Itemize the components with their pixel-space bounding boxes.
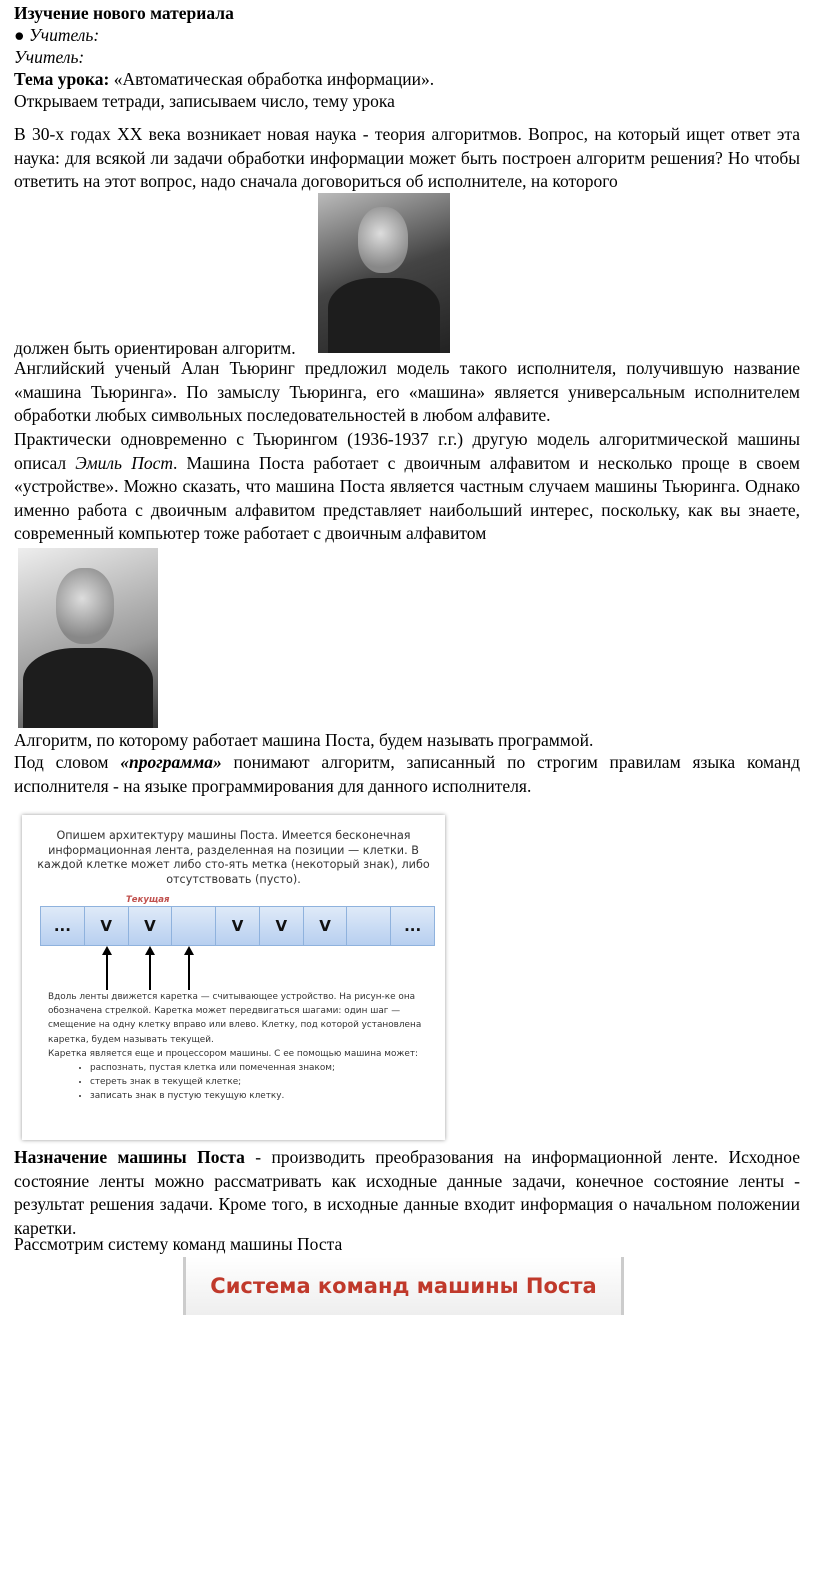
post-machine-slide: [22, 815, 445, 1140]
section-title: Изучение нового материала: [14, 3, 234, 23]
text: Практически одновременно с Тьюрингом (1936-1937 г.г.) другую модель алгоритмической машины описал: [14, 429, 800, 473]
tape-cell: ...: [404, 917, 422, 935]
tape-cell: V: [85, 907, 129, 945]
paragraph-algorithms-end: должен быть ориентирован алгоритм.: [14, 338, 296, 358]
teacher-bullet: ● Учитель:: [14, 25, 100, 45]
paragraph-program: Алгоритм, по которому работает машина Поста, будем называть программой.: [14, 730, 594, 750]
tape-cell: [172, 907, 216, 945]
arrow-up-icon: [188, 950, 190, 990]
topic-text: «Автоматическая обработка информации».: [109, 69, 435, 89]
lesson-topic: [14, 68, 800, 90]
list-item: • распознать, пустая клетка или помеченная знаком;: [90, 1061, 438, 1075]
text: - производить преобразования на информационной ленте. Исходное состояние ленты можно рассматривать как исходные данные задачи, конечное состояние ленты - результат решения задачи. Кроме того, в исходные данные входит информация о начальном положении каретки.: [14, 1147, 800, 1238]
current-cell-label: Текущая: [126, 895, 170, 905]
list-item: • стереть знак в текущей клетке;: [90, 1075, 438, 1089]
tape: [40, 906, 435, 946]
tape-cell: V: [129, 907, 173, 945]
slide-description: [48, 990, 438, 1104]
post-name: Эмиль Пост: [75, 452, 173, 473]
paragraph-post: [14, 428, 800, 546]
commands-banner: [183, 1257, 624, 1315]
paragraph-purpose: [14, 1146, 800, 1240]
notebook-line: Открываем тетради, записываем число, тему урока: [14, 91, 395, 111]
text: понимают алгоритм, записанный по строгим правилам языка команд исполнителя - на языке программирования для данного исполнителя.: [14, 752, 800, 796]
tape-cell: [347, 907, 391, 945]
teacher-label-2: Учитель:: [14, 47, 85, 67]
text: Под словом: [14, 752, 121, 772]
tape-cell: V: [260, 907, 304, 945]
capabilities-list: [48, 1061, 438, 1104]
program-term: «программа»: [120, 752, 222, 772]
processor-text: Каретка является еще и процессором машины. С ее помощью машина может:: [48, 1048, 418, 1059]
arrow-up-icon: [149, 950, 151, 990]
banner-title: Система команд машины Поста: [210, 1274, 597, 1298]
tape-cell: ...: [41, 907, 85, 945]
slide-intro: Опишем архитектуру машины Поста. Имеется бесконечная информационная лента, разделенная на позиции — клетки. В каждой клетке может либо сто-ять метка (некоторый знак), либо отсутствовать (пусто).: [37, 829, 430, 886]
post-photo: [18, 548, 158, 728]
tape-cell: V: [216, 907, 260, 945]
text: . Машина Поста работает с двоичным алфавитом и несколько проще в своем «устройстве». Можно сказать, что машина Поста является частным случаем машины Тьюринга. Однако именно работа с двоичным алфавитом представляет наибольший интерес, поскольку, как вы знаете, современный компьютер тоже работает с двоичным алфавитом: [14, 452, 800, 544]
turing-photo: [318, 193, 450, 353]
topic-label: Тема урока:: [14, 69, 110, 89]
arrow-up-icon: [106, 950, 108, 990]
paragraph-commands: Рассмотрим систему команд машины Поста: [14, 1234, 343, 1254]
tape-cell: V: [304, 907, 348, 945]
carriage-text: Вдоль ленты движется каретка — считывающее устройство. На рисун-ке она обозначена стрелкой. Каретка может передвигаться шагами: один шаг — смещение на одну клетку вправо или влево. Клетку, под которой установлена каретка, будем называть текущей.: [48, 992, 422, 1045]
paragraph-program-definition: [14, 751, 800, 798]
purpose-term: Назначение машины Поста: [14, 1147, 245, 1167]
paragraph-algorithms: В 30-х годах XX века возникает новая наука - теория алгоритмов. Вопрос, на который ищет ответ эта наука: для всякой ли задачи обработки информации может быть построен алгоритм решения? Но чтобы ответить на этот вопрос, надо сначала договориться об исполнителе, на которого: [14, 124, 800, 192]
list-item: • записать знак в пустую текущую клетку.: [90, 1089, 438, 1103]
teacher-label: Учитель:: [28, 25, 100, 45]
paragraph-turing: Английский ученый Алан Тьюринг предложил модель такого исполнителя, получившую название «машина Тьюринга». По замыслу Тьюринга, его «машина» является универсальным исполнителем обработки любых символьных последовательностей в любом алфавите.: [14, 358, 800, 426]
